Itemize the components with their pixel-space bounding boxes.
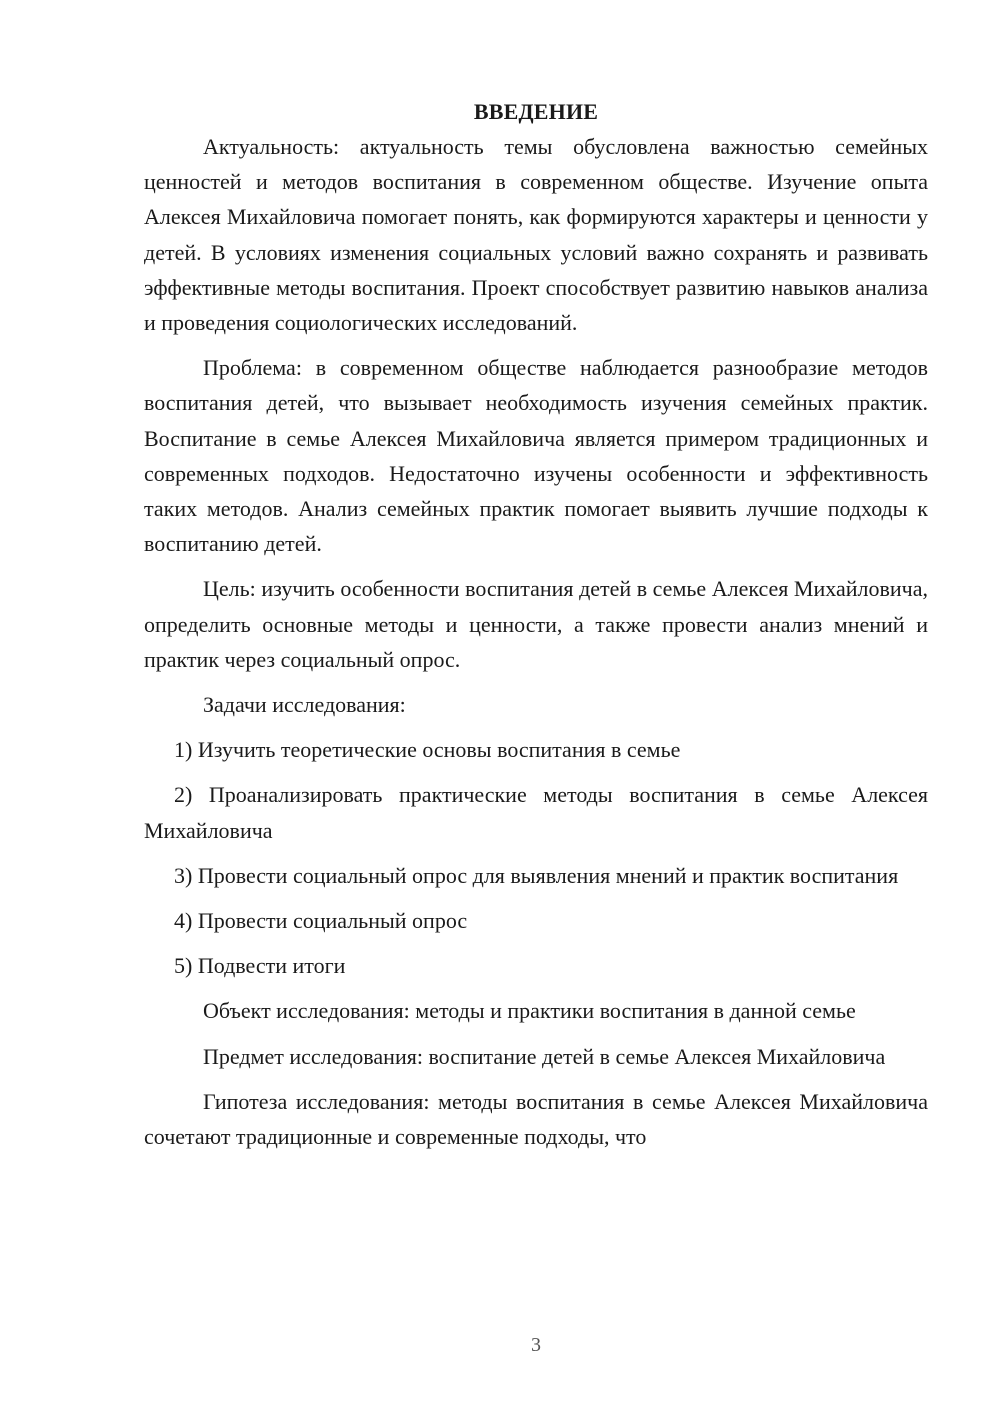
paragraph-hypothesis: Гипотеза исследования: методы воспитания в семье Алексея Михайловича сочетают традиционные и современные подходы, что (144, 1088, 928, 1150)
task-item-3: 3) Провести социальный опрос для выявления мнений и практик воспитания (174, 862, 899, 888)
paragraph-subject: Предмет исследования: воспитание детей в семье Алексея Михайловича (203, 1043, 886, 1069)
page-number: 3 (531, 1334, 541, 1356)
paragraph-problem: Проблема: в современном обществе наблюдается разнообразие методов воспитания детей, что вызывает необходимость изучения семейных практик. Воспитание в семье Алексея Михайловича является примером традиционных и современных подходов. Недостаточно изучены особенности и эффективность таких методов. Анализ семейных практик помогает выявить лучшие подходы к воспитанию детей. (144, 355, 928, 557)
section-heading: ВВЕДЕНИЕ (473, 99, 599, 124)
task-item-5: 5) Подвести итоги (174, 953, 346, 979)
paragraph-goal: Цель: изучить особенности воспитания детей в семье Алексея Михайловича, определить основные методы и ценности, а также провести анализ мнений и практик через социальный опрос. (144, 576, 928, 672)
document-page (144, 94, 928, 1164)
paragraph-object: Объект исследования: методы и практики воспитания в данной семье (203, 998, 856, 1024)
task-item-4: 4) Провести социальный опрос (174, 908, 468, 934)
task-item-1: 1) Изучить теоретические основы воспитания в семье (174, 737, 681, 763)
paragraph-tasks-intro: Задачи исследования: (203, 692, 406, 718)
paragraph-relevance: Актуальность: актуальность темы обусловлена важностью семейных ценностей и методов воспитания в современном обществе. Изучение опыта Алексея Михайловича помогает понять, как формируются характеры и ценности у детей. В условиях изменения социальных условий важно сохранять и развивать эффективные методы воспитания. Проект способствует развитию навыков анализа и проведения социологических исследований. (144, 134, 928, 336)
task-item-2: 2) Проанализировать практические методы воспитания в семье Алексея Михайловича (144, 782, 928, 843)
